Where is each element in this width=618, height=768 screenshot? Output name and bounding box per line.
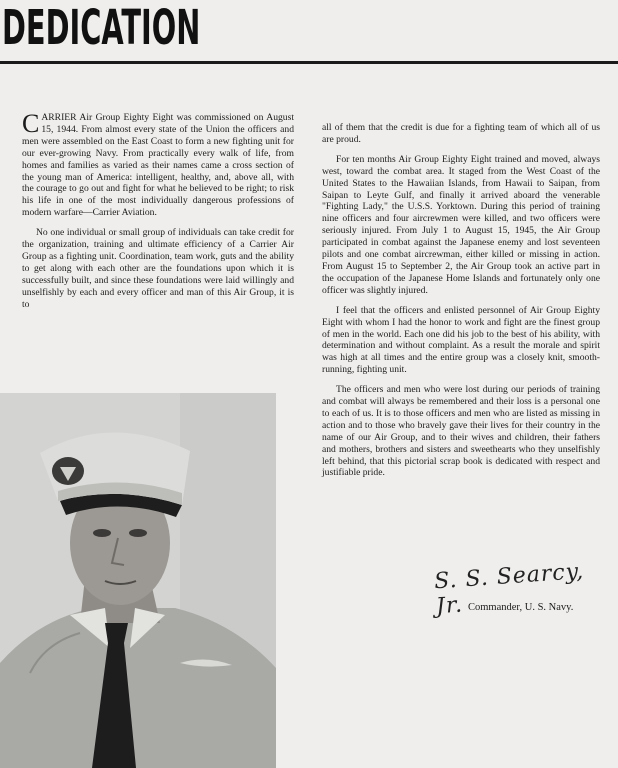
- left-column: [22, 109, 294, 319]
- commander-portrait-photo: [0, 393, 276, 768]
- paragraph: I feel that the officers and enlisted personnel of Air Group Eighty Eight with whom I had the honor to work and fight are the finest group of men in the world. Each one did his job to the best of his ability, with determination and without complaint. As a result the morale and spirit was high at all times and the entire group was a closely knit, smooth-running, fighting unit.: [322, 304, 600, 376]
- paragraph: For ten months Air Group Eighty Eight trained and moved, always west, toward the combat area. It staged from the West Coast of the United States to the Hawaiian Islands, from Hawaii to Saipan, from Saipan to Leyte Gulf, and finally it arrived aboard the venerable "Fighting Lady," the U.S.S. Yorktown. During this period of training nine officers and four aircrewmen were killed, and two officers were seriously injured. From July 1 to August 15, 1945, the Air Group participated in combat against the Japanese enemy and lost seventeen pilots and one combat aircrewman, either killed or missing in action. From August 15 to September 2, the Air Group took an active part in the occupation of the Japanese Home Islands and fortunately only one officer was slightly injured.: [322, 153, 600, 296]
- paragraph-text: ARRIER Air Group Eighty Eight was commissioned on August 15, 1944. From almost every state of the Union the officers and men were assembled on the East Coast to form a new fighting unit for our ever-growing Navy. From practically every walk of life, from homes and families as varied as their names came a cross section of the young man of America: intelligent, healthy, and, above all, with the courage to go out and fight for what he believed to be right; to risk his life in one of the most individually dangerous professions of modern warfare—Carrier Aviation.: [22, 112, 294, 219]
- opening-paragraph: [22, 109, 294, 219]
- page-title: DEDICATION: [2, 0, 201, 56]
- paragraph: The officers and men who were lost during our periods of training and combat will always be remembered and their loss is a personal one to each of us. It is to those officers and men who are listed as missing in action and to those who bravely gave their lives for their country in the name of our Air Group, and to their wives and children, their fathers and mothers, brothers and sisters and sweethearts who they unselfishly left behind, that this pictorial scrap book is dedicated with respect and justifiable pride.: [322, 384, 600, 479]
- commander-signature: S. S. Searcy, Jr.: [433, 558, 585, 620]
- paragraph: No one individual or small group of individuals can take credit for the organization, training and ultimate efficiency of a Carrier Air Group as a fighting unit. Coordination, team work, guts and the ability to get along with each other are the foundations upon which it is successfully built, and since these foundations were laid willingly and unselfishly by each and every officer and man of this Air Group, it is to: [22, 227, 294, 310]
- right-column: [322, 122, 600, 487]
- drop-cap: C: [22, 109, 40, 138]
- portrait-illustration: [0, 393, 276, 768]
- title-rule: [0, 61, 618, 64]
- signature-title: Commander, U. S. Navy.: [468, 602, 574, 613]
- paragraph: all of them that the credit is due for a fighting team of which all of us are proud.: [322, 122, 600, 145]
